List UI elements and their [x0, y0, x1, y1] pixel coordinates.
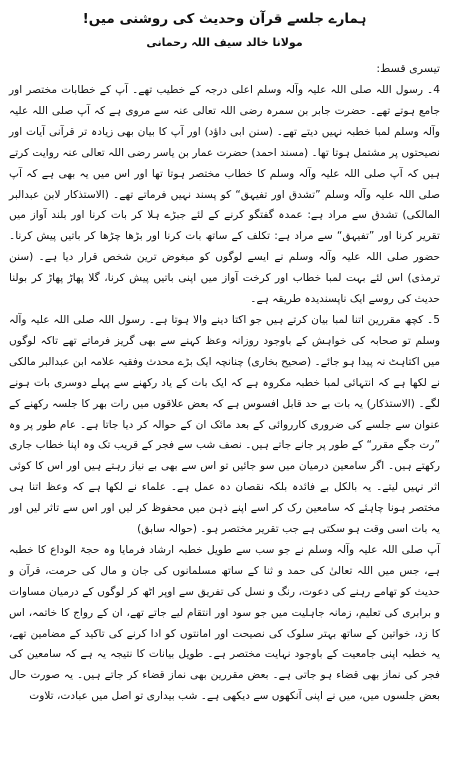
part-label: تیسری قسط:	[376, 62, 440, 75]
paragraph-5: 5۔ کچھ مقررین اتنا لمبا بیان کرتے ہیں جو اکتا دینے والا ہوتا ہے۔ رسول اللہ صلی اللہ علیہ وآلہ وسلم تو صحابہ کی خواہش کے باوجود روزانہ وعظ کہنے سے بھی گریز فرماتے تھے تاکہ لوگوں میں اکتاہٹ نہ پیدا ہو جائے۔ (صحیح بخاری) چنانچہ ایک بڑے محدث وفقیہ علامہ ابن عبدالبر مالکی نے لکھا ہے کہ انتہائی لمبا خطبہ مکروہ ہے کہ ایک بات کے یاد رکھنے سے پہلے دوسری بات ہونے لگے۔ (الاستذکار) یہ بات بے حد قابل افسوس ہے کہ بعض علاقوں میں رات بھر کا جلسہ رکھنے کے عنوان سے جلسے کی ضروری کارروائی کے بعد مائک ان کے حوالہ کر دیا جاتا ہے۔ عام طور پر وہ ”رت جگے مقرر“ کے طور پر جانے جاتے ہیں۔ نصف شب سے فجر کے قریب تک وہ اپنا خطاب جاری رکھتے ہیں۔ اگر سامعین درمیان میں سو جائیں تو اس سے بھی بے نیاز رہتے ہیں اور اس کا کوئی اثر نہیں لیتے۔ یہ بالکل بے فائدہ بلکہ نقصان دہ عمل ہے۔ علماء نے لکھا ہے کہ وعظ اتنا ہی مختصر ہونا چاہئے کہ سامعین رک کر اسے اپنے ذہن میں محفوظ کر لیں اور اس سے تاثر لیں اور یہ بات اسی وقت ہو سکتی ہے جب تقریر مختصر ہو۔ (حوالہ سابق)	[9, 313, 440, 536]
paragraph-4: 4۔ رسول اللہ صلی اللہ علیہ وآلہ وسلم اعلی درجہ کے خطیب تھے۔ آپ کے خطابات مختصر اور جامع ہوتے تھے۔ حضرت جابر بن سمرہ رضی اللہ تعالی عنہ سے مروی ہے کہ آپ صلی اللہ علیہ وآلہ وسلم لمبا خطبہ نہیں دیتے تھے۔ (سنن ابی داؤد) اور آپ کا بیان بھی زیادہ تر قرآنی آیات اور نصیحتوں پر مشتمل ہوتا تھا۔ (مسند احمد) حضرت عمار بن یاسر رضی اللہ تعالی عنہ روایت کرتے ہیں کہ آپ صلی اللہ علیہ وآلہ وسلم کا خطاب مختصر ہوتا تھا اور اس میں یہ بھی ہے کہ آپ صلی اللہ علیہ وآلہ وسلم ”تشدق اور تفیہق“ کو پسند نہیں فرماتے تھے۔ (الاستذکار لابن عبدالبر المالکی) تشدق سے مراد ہے: عمدہ گفتگو کرنے کے لئے جبڑے ہلا کر بات کرنا اور بلند آواز میں تقریر کرنا اور ”تفیہق“ سے مراد ہے: تکلف کے ساتھ بات کرنا اور بڑھا چڑھا کر باتیں پیش کرنا۔ حضور صلی اللہ علیہ وآلہ وسلم نے ایسے لوگوں کو مبغوض ترین شخص قرار دیا ہے۔ (سنن ترمذی) اس لئے بہت لمبا خطاب اور کرخت آواز میں اپنی باتیں پیش کرنا، گلا پھاڑ پھاڑ کر بولنا حدیث کی روسے ایک ناپسندیدہ طریقہ ہے۔	[9, 84, 440, 306]
article-author: مولانا خالد سیف اللہ رحمانی	[146, 36, 303, 49]
article-title: ہمارے جلسے قرآن وحدیث کی روشنی میں!	[82, 11, 367, 27]
paragraph-6: آپ صلی اللہ علیہ وآلہ وسلم نے جو سب سے طویل خطبہ ارشاد فرمایا وہ حجۃ الوداع کا خطبہ ہے، جس میں اللہ تعالیٰ کی حمد و ثنا کے ساتھ مسلمانوں کی جان و مال کی حرمت، قرآن و حدیث کو تھامے رہنے کی دعوت، رنگ و نسل کی تفریق سے اوپر اٹھ کر لوگوں کے درمیان مساوات و برابری کی تعلیم، زمانہ جاہلیت میں جو سود اور انتقام لیے جاتے تھے، ان کے رواج کا خاتمہ، اس کا زد، خواتین کے ساتھ بہتر سلوک کی نصیحت اور امانتوں کو ادا کرنے کی تاکید کے مضامین تھے، یہ خطبہ اپنی جامعیت کے باوجود نہایت مختصر ہے۔ طویل بیانات کا نتیجہ یہ ہے کہ سامعین کی فجر کی نماز بھی قضاء ہو جاتی ہے۔ بعض مقررین بھی نماز قضاء کر جاتے ہیں۔ یہ صورت حال بعض جلسوں میں، میں نے اپنی آنکھوں سے دیکھی ہے۔ شب بیداری تو اصل میں عبادت، تلاوت	[9, 543, 440, 703]
